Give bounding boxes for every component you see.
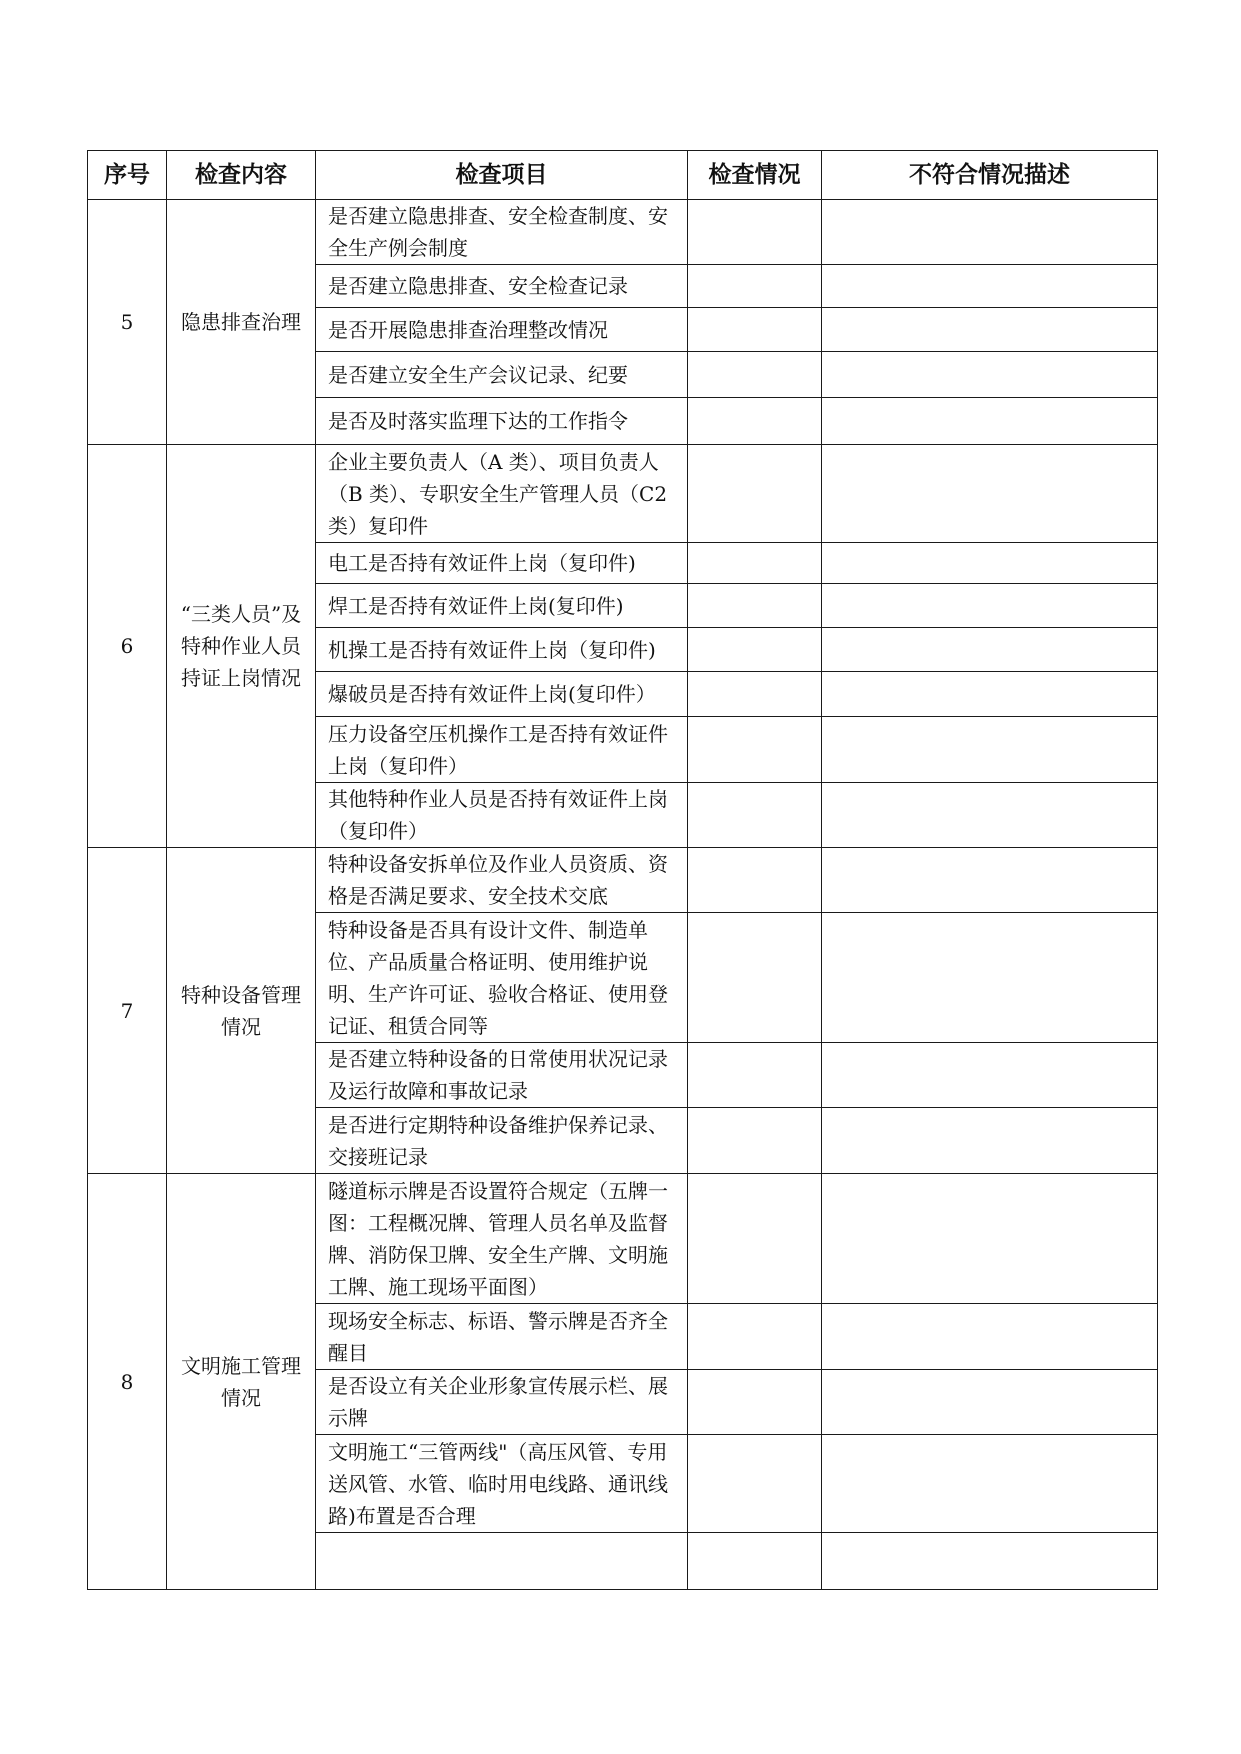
group-content: 特种设备管理情况 (167, 848, 316, 1174)
group-seq: 7 (88, 848, 167, 1174)
status-cell[interactable] (688, 352, 822, 398)
status-cell[interactable] (688, 783, 822, 848)
description-cell[interactable] (822, 848, 1158, 913)
status-cell[interactable] (688, 913, 822, 1043)
description-cell[interactable] (822, 308, 1158, 352)
description-cell[interactable] (822, 717, 1158, 783)
status-cell[interactable] (688, 398, 822, 445)
check-item: 隧道标示牌是否设置符合规定（五牌一图：工程概况牌、管理人员名单及监督 牌、消防保卫牌、安全生产牌、文明施工牌、施工现场平面图） (316, 1174, 688, 1304)
table-header-row (88, 151, 1158, 200)
description-cell[interactable] (822, 200, 1158, 265)
status-cell[interactable] (688, 1108, 822, 1174)
description-cell[interactable] (822, 1435, 1158, 1533)
check-item: 是否进行定期特种设备维护保养记录、交接班记录 (316, 1108, 688, 1174)
check-item: 其他特种作业人员是否持有效证件上岗（复印件） (316, 783, 688, 848)
status-cell[interactable] (688, 445, 822, 543)
status-cell[interactable] (688, 200, 822, 265)
check-item: 特种设备是否具有设计文件、制造单位、产品质量合格证明、使用维护说明、生产许可证、验收合格证、使用登记证、租赁合同等 (316, 913, 688, 1043)
check-item: 爆破员是否持有效证件上岗(复印件） (316, 672, 688, 717)
status-cell[interactable] (688, 1370, 822, 1435)
group-content: 隐患排查治理 (167, 200, 316, 445)
check-item (316, 1533, 688, 1590)
status-cell[interactable] (688, 1043, 822, 1108)
check-item: 是否建立特种设备的日常使用状况记录及运行故障和事故记录 (316, 1043, 688, 1108)
description-cell[interactable] (822, 913, 1158, 1043)
check-item: 文明施工“三管两线"（高压风管、专用送风管、水管、临时用电线路、通讯线路)布置是否合理 (316, 1435, 688, 1533)
description-cell[interactable] (822, 1174, 1158, 1304)
table-row (88, 200, 1158, 265)
header-desc: 不符合情况描述 (822, 151, 1158, 200)
description-cell[interactable] (822, 445, 1158, 543)
status-cell[interactable] (688, 717, 822, 783)
status-cell[interactable] (688, 672, 822, 717)
check-item: 是否建立安全生产会议记录、纪要 (316, 352, 688, 398)
description-cell[interactable] (822, 398, 1158, 445)
check-item: 是否建立隐患排查、安全检查记录 (316, 265, 688, 308)
header-status: 检查情况 (688, 151, 822, 200)
status-cell[interactable] (688, 848, 822, 913)
group-content: “三类人员”及特种作业人员持证上岗情况 (167, 445, 316, 848)
check-item: 特种设备安拆单位及作业人员资质、资格是否满足要求、安全技术交底 (316, 848, 688, 913)
description-cell[interactable] (822, 1304, 1158, 1370)
header-seq: 序号 (88, 151, 167, 200)
description-cell[interactable] (822, 1533, 1158, 1590)
description-cell[interactable] (822, 1043, 1158, 1108)
table-row (88, 1174, 1158, 1304)
status-cell[interactable] (688, 1533, 822, 1590)
description-cell[interactable] (822, 1108, 1158, 1174)
status-cell[interactable] (688, 265, 822, 308)
description-cell[interactable] (822, 543, 1158, 584)
check-item: 企业主要负责人（A 类）、项目负责人（B 类）、专职安全生产管理人员（C2 类）复印件 (316, 445, 688, 543)
description-cell[interactable] (822, 584, 1158, 628)
check-item: 是否建立隐患排查、安全检查制度、安全生产例会制度 (316, 200, 688, 265)
header-content: 检查内容 (167, 151, 316, 200)
group-content: 文明施工管理情况 (167, 1174, 316, 1590)
status-cell[interactable] (688, 1304, 822, 1370)
description-cell[interactable] (822, 672, 1158, 717)
check-item: 焊工是否持有效证件上岗(复印件) (316, 584, 688, 628)
status-cell[interactable] (688, 628, 822, 672)
table-row (88, 848, 1158, 913)
check-item: 是否设立有关企业形象宣传展示栏、展示牌 (316, 1370, 688, 1435)
group-seq: 8 (88, 1174, 167, 1590)
description-cell[interactable] (822, 352, 1158, 398)
group-seq: 5 (88, 200, 167, 445)
status-cell[interactable] (688, 1435, 822, 1533)
status-cell[interactable] (688, 543, 822, 584)
status-cell[interactable] (688, 584, 822, 628)
check-item: 是否及时落实监理下达的工作指令 (316, 398, 688, 445)
status-cell[interactable] (688, 308, 822, 352)
check-item: 电工是否持有效证件上岗（复印件) (316, 543, 688, 584)
check-item: 压力设备空压机操作工是否持有效证件上岗（复印件） (316, 717, 688, 783)
description-cell[interactable] (822, 265, 1158, 308)
header-item: 检查项目 (316, 151, 688, 200)
description-cell[interactable] (822, 1370, 1158, 1435)
check-item: 现场安全标志、标语、警示牌是否齐全醒目 (316, 1304, 688, 1370)
table-row (88, 445, 1158, 543)
check-item: 是否开展隐患排查治理整改情况 (316, 308, 688, 352)
group-seq: 6 (88, 445, 167, 848)
description-cell[interactable] (822, 628, 1158, 672)
inspection-table (87, 150, 1158, 1590)
check-item: 机操工是否持有效证件上岗（复印件) (316, 628, 688, 672)
status-cell[interactable] (688, 1174, 822, 1304)
description-cell[interactable] (822, 783, 1158, 848)
